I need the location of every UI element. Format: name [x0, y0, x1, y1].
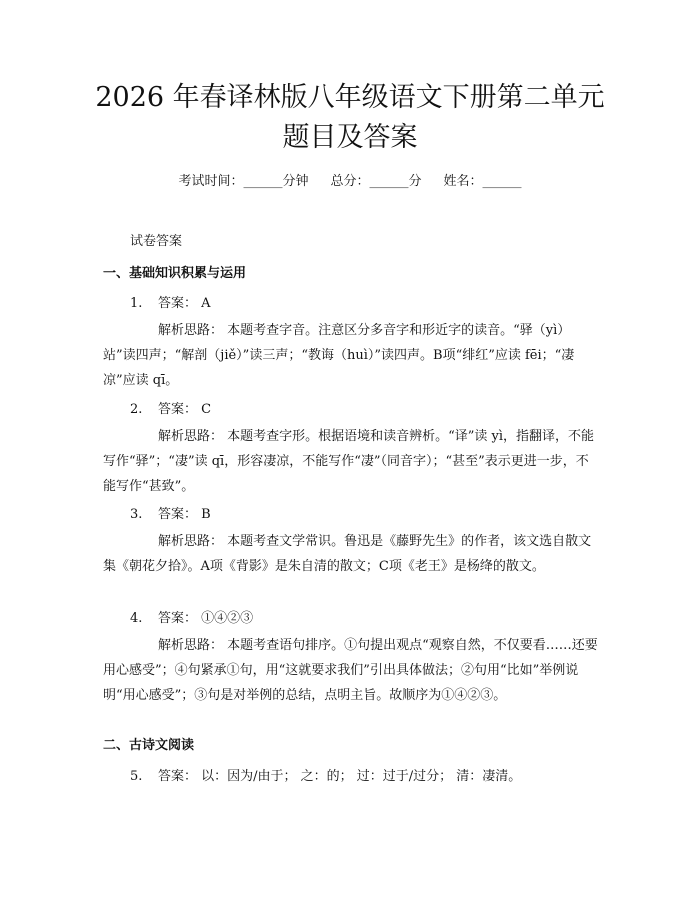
- answer-text: 答案： A: [158, 296, 211, 311]
- analysis-paragraph: 解析思路： 本题考查字形。根据语境和读音辨析。“译”读 yì，指翻译，不能写作“驿”；“凄”读 qī，形容凄凉，不能写作“凄”（同音字）；“甚至”表示更进一步，不能写作“甚致”。: [103, 429, 595, 494]
- exam-time-field: 考试时间：______分钟: [178, 174, 309, 189]
- section-heading: 二、古诗文阅读: [103, 738, 195, 753]
- answer-text: 答案： B: [158, 507, 211, 522]
- question-answer: [130, 292, 211, 311]
- total-score-field: 总分：______分: [330, 174, 422, 189]
- exam-info: [0, 170, 700, 189]
- question-number: 1.: [130, 296, 143, 311]
- question-number: 2.: [130, 402, 143, 417]
- answer-text: 答案： ①④②③: [158, 611, 254, 626]
- question-number: 5.: [130, 769, 143, 784]
- question-answer: [130, 765, 521, 784]
- question-number: 3.: [130, 507, 143, 522]
- student-name-field: 姓名：______: [443, 174, 522, 189]
- question-answer: [130, 503, 211, 522]
- analysis-paragraph: 解析思路： 本题考查语句排序。①句提出观点“观察自然，不仅要看……还要用心感受”；④句紧承①句，用“这就要求我们”引出具体做法；②句用“比如”举例说明“用心感受”；③句是对举例的总结，点明主旨。故顺序为①④②③。: [103, 638, 598, 703]
- question-answer: [130, 607, 253, 626]
- question-answer: [130, 398, 211, 417]
- page-title: 2026 年春译林版八年级语文下册第二单元题目及答案: [95, 82, 605, 153]
- question-number: 4.: [130, 611, 143, 626]
- analysis-paragraph: 解析思路： 本题考查字音。注意区分多音字和形近字的读音。“驿（yì）站”读四声；“解剖（jiě）”读三声；“教诲（huì）”读四声。B项“绯红”应读 fēi；“凄凉”应读 qī。: [103, 323, 575, 388]
- answer-text: 答案： C: [158, 402, 212, 417]
- answers-heading: 试卷答案: [130, 234, 183, 249]
- section-heading: 一、基础知识积累与运用: [103, 266, 247, 281]
- analysis-paragraph: 解析思路： 本题考查文学常识。鲁迅是《藤野先生》的作者，该文选自散文集《朝花夕拾》。A项《背影》是朱自清的散文；C项《老王》是杨绛的散文。: [103, 534, 592, 574]
- answer-text: 答案： 以：因为/由于； 之：的； 过：过于/过分； 清：凄清。: [158, 769, 522, 784]
